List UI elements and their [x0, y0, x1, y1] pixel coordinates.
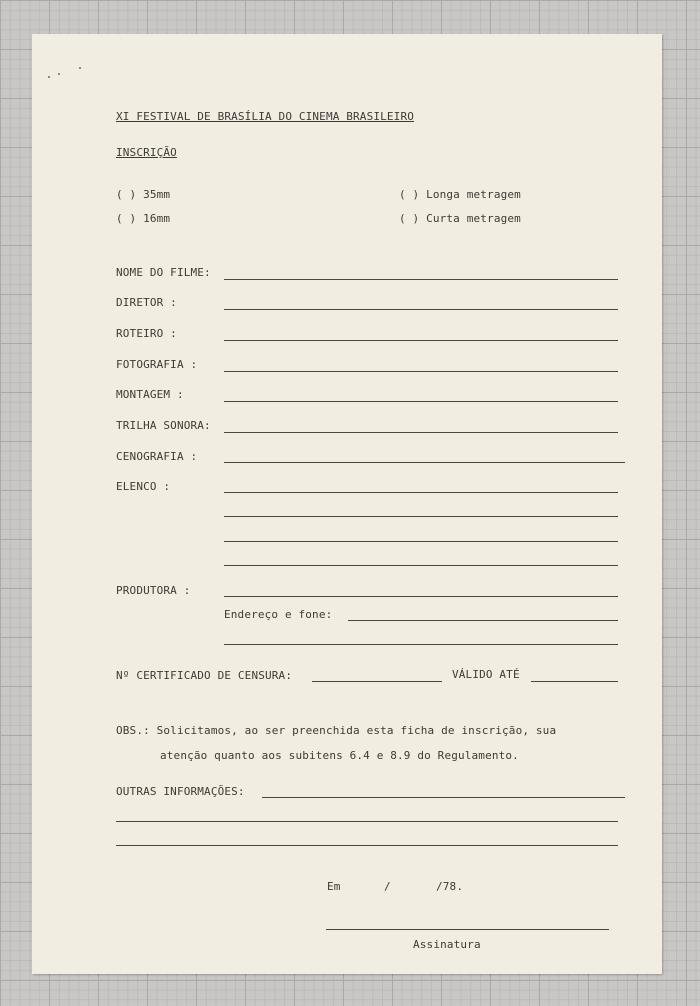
- label-trilha-sonora: TRILHA SONORA:: [116, 419, 211, 432]
- field-elenco-1[interactable]: [224, 492, 618, 493]
- field-nome-filme[interactable]: [224, 279, 618, 280]
- obs-line-2: atenção quanto aos subitens 6.4 e 8.9 do Regulamento.: [160, 749, 519, 762]
- field-diretor[interactable]: [224, 309, 618, 310]
- field-valido-ate[interactable]: [531, 681, 618, 682]
- field-outras-informacoes-2[interactable]: [116, 821, 618, 822]
- field-endereco-fone[interactable]: [348, 620, 618, 621]
- date-slash: /: [384, 880, 391, 893]
- label-nome-filme: NOME DO FILME:: [116, 266, 211, 279]
- label-valido-ate: VÁLIDO ATÉ: [452, 668, 520, 681]
- field-endereco-fone-2[interactable]: [224, 644, 618, 645]
- paper-speck: [79, 67, 81, 69]
- paper-speck: [48, 76, 50, 78]
- field-montagem[interactable]: [224, 401, 618, 402]
- obs-line-1: OBS.: Solicitamos, ao ser preenchida esta ficha de inscrição, sua: [116, 724, 557, 737]
- paper-speck: [58, 73, 60, 75]
- form-title: XI FESTIVAL DE BRASÍLIA DO CINEMA BRASILEIRO: [116, 110, 414, 123]
- label-produtora: PRODUTORA :: [116, 584, 191, 597]
- option-16mm[interactable]: ( ) 16mm: [116, 212, 171, 225]
- label-fotografia: FOTOGRAFIA :: [116, 358, 198, 371]
- label-diretor: DIRETOR :: [116, 296, 177, 309]
- field-elenco-3[interactable]: [224, 541, 618, 542]
- signature-line[interactable]: [326, 929, 609, 930]
- label-elenco: ELENCO :: [116, 480, 171, 493]
- field-certificado-censura[interactable]: [312, 681, 442, 682]
- option-35mm[interactable]: ( ) 35mm: [116, 188, 171, 201]
- option-longa-metragem[interactable]: ( ) Longa metragem: [399, 188, 521, 201]
- label-cenografia: CENOGRAFIA :: [116, 450, 198, 463]
- field-elenco-2[interactable]: [224, 516, 618, 517]
- date-em: Em: [327, 880, 341, 893]
- label-endereco-fone: Endereço e fone:: [224, 608, 333, 621]
- option-curta-metragem[interactable]: ( ) Curta metragem: [399, 212, 521, 225]
- field-cenografia[interactable]: [224, 462, 625, 463]
- field-trilha-sonora[interactable]: [224, 432, 618, 433]
- label-roteiro: ROTEIRO :: [116, 327, 177, 340]
- label-certificado-censura: Nº CERTIFICADO DE CENSURA:: [116, 669, 293, 682]
- inscription-form-sheet: [32, 34, 662, 974]
- label-montagem: MONTAGEM :: [116, 388, 184, 401]
- field-outras-informacoes-3[interactable]: [116, 845, 618, 846]
- signature-label: Assinatura: [413, 938, 481, 951]
- field-produtora[interactable]: [224, 596, 618, 597]
- field-elenco-4[interactable]: [224, 565, 618, 566]
- field-outras-informacoes-1[interactable]: [262, 797, 625, 798]
- date-year: /78.: [436, 880, 464, 893]
- field-roteiro[interactable]: [224, 340, 618, 341]
- label-outras-informacoes: OUTRAS INFORMAÇÕES:: [116, 785, 245, 798]
- form-subtitle: INSCRIÇÃO: [116, 146, 177, 159]
- field-fotografia[interactable]: [224, 371, 618, 372]
